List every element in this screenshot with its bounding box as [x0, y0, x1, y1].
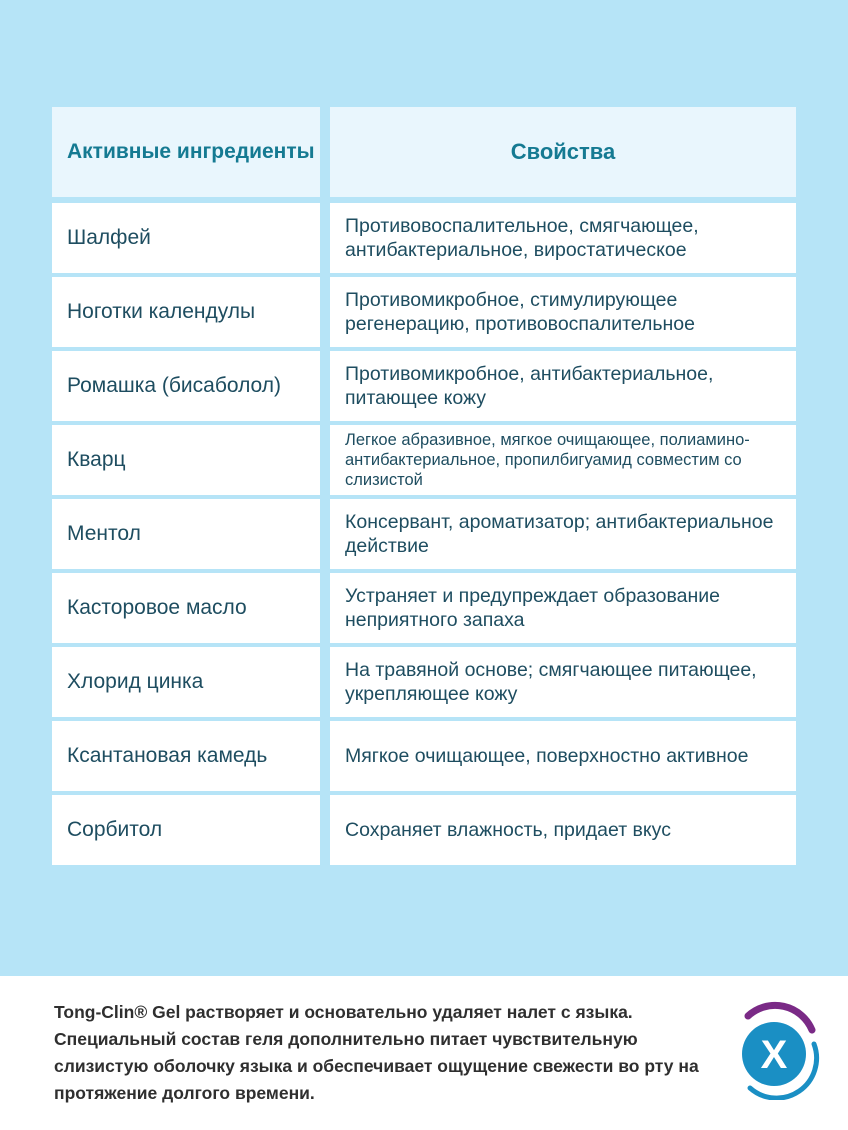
footer-description: Tong-Clin® Gel растворяет и основательно удаляет налет с языка. Специальный состав геля дополнительно питает чувствительную слизистую оболочку языка и обеспечивает ощущение свежести во рту на протяжение долгого времени. [54, 1002, 699, 1103]
table-row [52, 647, 796, 717]
properties-cell: На травяной основе; смягчающее питающее, укрепляющее кожу [330, 647, 796, 717]
properties-cell: Мягкое очищающее, поверхностно активное [330, 721, 796, 791]
table-row [52, 573, 796, 643]
brand-logo-icon [728, 1000, 824, 1100]
table-header-row [52, 107, 796, 197]
properties-cell: Противовоспалительное, смягчающее, антибактериальное, виростатическое [330, 203, 796, 273]
table-row [52, 499, 796, 569]
header-ingredients: Активные ингредиенты [52, 107, 320, 197]
ingredient-cell: Сорбитол [52, 795, 320, 865]
ingredient-cell: Шалфей [52, 203, 320, 273]
properties-cell: Консервант, ароматизатор; антибактериальное действие [330, 499, 796, 569]
ingredient-cell: Ромашка (бисаболол) [52, 351, 320, 421]
properties-cell: Противомикробное, стимулирующее регенерацию, противовоспалительное [330, 277, 796, 347]
ingredient-cell: Ксантановая камедь [52, 721, 320, 791]
header-properties: Свойства [330, 107, 796, 197]
table-row [52, 795, 796, 865]
properties-cell: Легкое абразивное, мягкое очищающее, полиамино-антибактериальное, пропилбигуамид совместим со слизистой [330, 425, 796, 495]
ingredient-cell: Ментол [52, 499, 320, 569]
ingredient-cell: Касторовое масло [52, 573, 320, 643]
ingredient-cell: Хлорид цинка [52, 647, 320, 717]
footer-panel [0, 976, 848, 1130]
logo-letter: X [760, 1033, 788, 1077]
table-row [52, 425, 796, 495]
table-row [52, 277, 796, 347]
ingredients-table [52, 107, 796, 865]
table-row [52, 721, 796, 791]
properties-cell: Противомикробное, антибактериальное, питающее кожу [330, 351, 796, 421]
table-row [52, 351, 796, 421]
table-row [52, 203, 796, 273]
ingredient-cell: Кварц [52, 425, 320, 495]
ingredient-cell: Ноготки календулы [52, 277, 320, 347]
properties-cell: Сохраняет влажность, придает вкус [330, 795, 796, 865]
properties-cell: Устраняет и предупреждает образование неприятного запаха [330, 573, 796, 643]
